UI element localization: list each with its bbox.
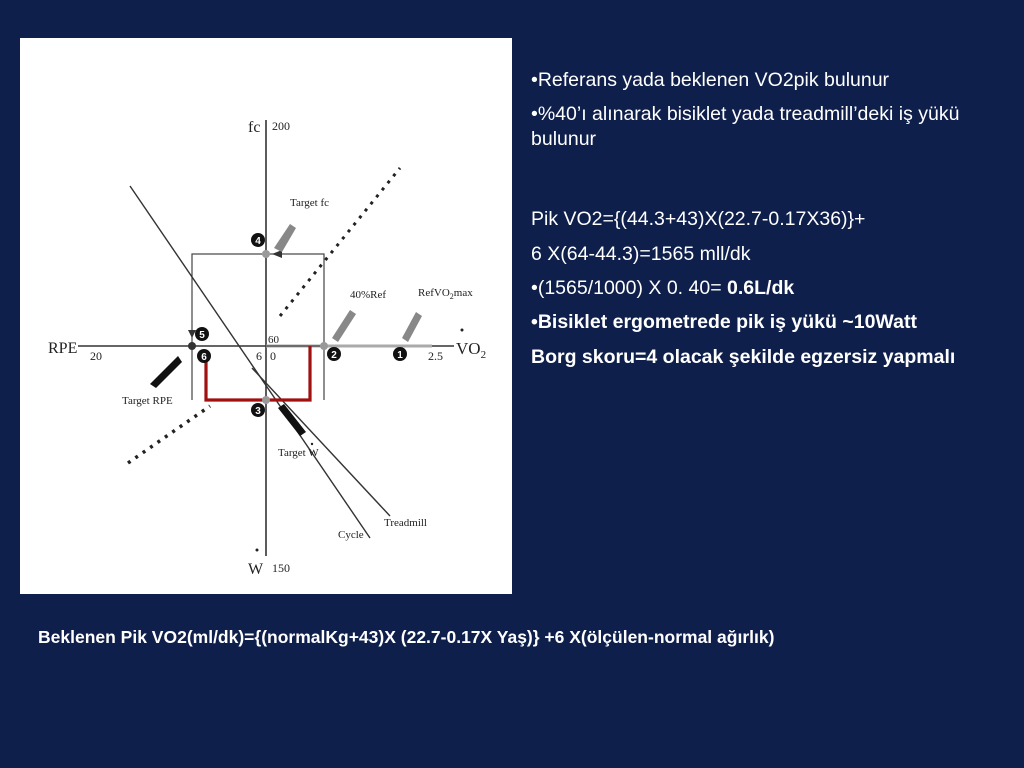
vo2-dot-icon [461, 329, 464, 332]
target-rpe-dotted-line [128, 406, 210, 463]
note-bullet-1: •Referans yada beklenen VO2pik bulunur [531, 69, 890, 91]
arrow-target-rpe [188, 330, 196, 338]
label-target-w: Target W [278, 447, 319, 459]
cycle-line [130, 186, 370, 538]
step-badge-4 [251, 233, 265, 247]
label-cycle: Cycle [338, 529, 364, 541]
black-pointer-arrows [150, 356, 306, 436]
label-refvo2max: RefVO$_2$max [418, 287, 473, 301]
notes-panel [531, 68, 1006, 379]
pointer-40ref-arrow [332, 310, 356, 342]
note-calc-2: 6 X(64-44.3)=1565 mll/dk [531, 242, 751, 265]
tick-label-2-5: 2.5 [428, 349, 443, 363]
label-40ref: 40%Ref [350, 289, 387, 301]
note-calc-3-result: 0.6L/dk [727, 276, 795, 299]
step-3-label: 3 [255, 406, 261, 417]
vo2-diagram-figure [20, 38, 512, 594]
step-2-label: 2 [331, 350, 337, 361]
note-bullet-2: •%40’ı alınarak bisiklet yada treadmill’deki iş yükü bulunur [531, 103, 960, 150]
axis-label-vo2: $VO_2$ [456, 339, 487, 361]
step-badge-6 [197, 349, 211, 363]
note-bullet-4: •Bisiklet ergometrede pik iş yükü ~10Watt [531, 311, 917, 334]
pointer-target-rpe-arrow [150, 356, 182, 388]
formula-caption: Beklenen Pik VO2(ml/dk)={(normalKg+43)X (22.7-0.17X Yaş)} +6 X(ölçülen-normal ağırlık) [38, 627, 775, 647]
pointer-arrows [274, 224, 422, 342]
axis-label-fc: fc [248, 119, 261, 136]
note-borg: Borg skoru=4 olacak şekilde egzersiz yapmalı [531, 345, 956, 368]
step-1-label: 1 [397, 350, 403, 361]
box-upper [192, 254, 324, 346]
label-treadmill: Treadmill [384, 517, 427, 529]
point-target-fc [262, 250, 270, 258]
point-40ref [320, 342, 328, 350]
treadmill-line [252, 368, 390, 516]
step-badge-1 [393, 347, 407, 361]
tick-label-60: 60 [268, 334, 279, 346]
pointer-target-w-arrow [278, 404, 306, 436]
point-target-rpe [188, 342, 196, 350]
tick-label-20: 20 [90, 349, 102, 363]
note-calc-3-prefix: •(1565/1000) X 0. 40= [531, 276, 728, 299]
step-5-label: 5 [199, 330, 205, 341]
axis-label-w: W [248, 561, 264, 578]
step-badge-2 [327, 347, 341, 361]
step-4-label: 4 [255, 236, 261, 247]
w-dot-icon [256, 549, 259, 552]
note-calc-3 [531, 276, 1006, 300]
step-badge-5 [195, 327, 209, 341]
step-badge-3 [251, 403, 265, 417]
vo2-diagram [20, 38, 512, 594]
tick-label-150: 150 [272, 561, 290, 575]
label-target-fc: Target fc [290, 197, 330, 209]
tick-label-0: 0 [270, 349, 276, 363]
point-target-w [262, 396, 270, 404]
tick-label-6: 6 [256, 349, 262, 363]
axis-label-rpe: RPE [48, 340, 78, 357]
pointer-refvo2max-arrow [402, 312, 422, 342]
label-target-rpe: Target RPE [122, 395, 173, 407]
note-calc-1: Pik VO2={(44.3+43)X(22.7-0.17X36)}+ [531, 208, 866, 231]
pointer-target-fc-arrow [274, 224, 296, 252]
target-w-dot-icon [311, 443, 313, 445]
tick-label-200: 200 [272, 119, 290, 133]
step-6-label: 6 [201, 352, 207, 363]
